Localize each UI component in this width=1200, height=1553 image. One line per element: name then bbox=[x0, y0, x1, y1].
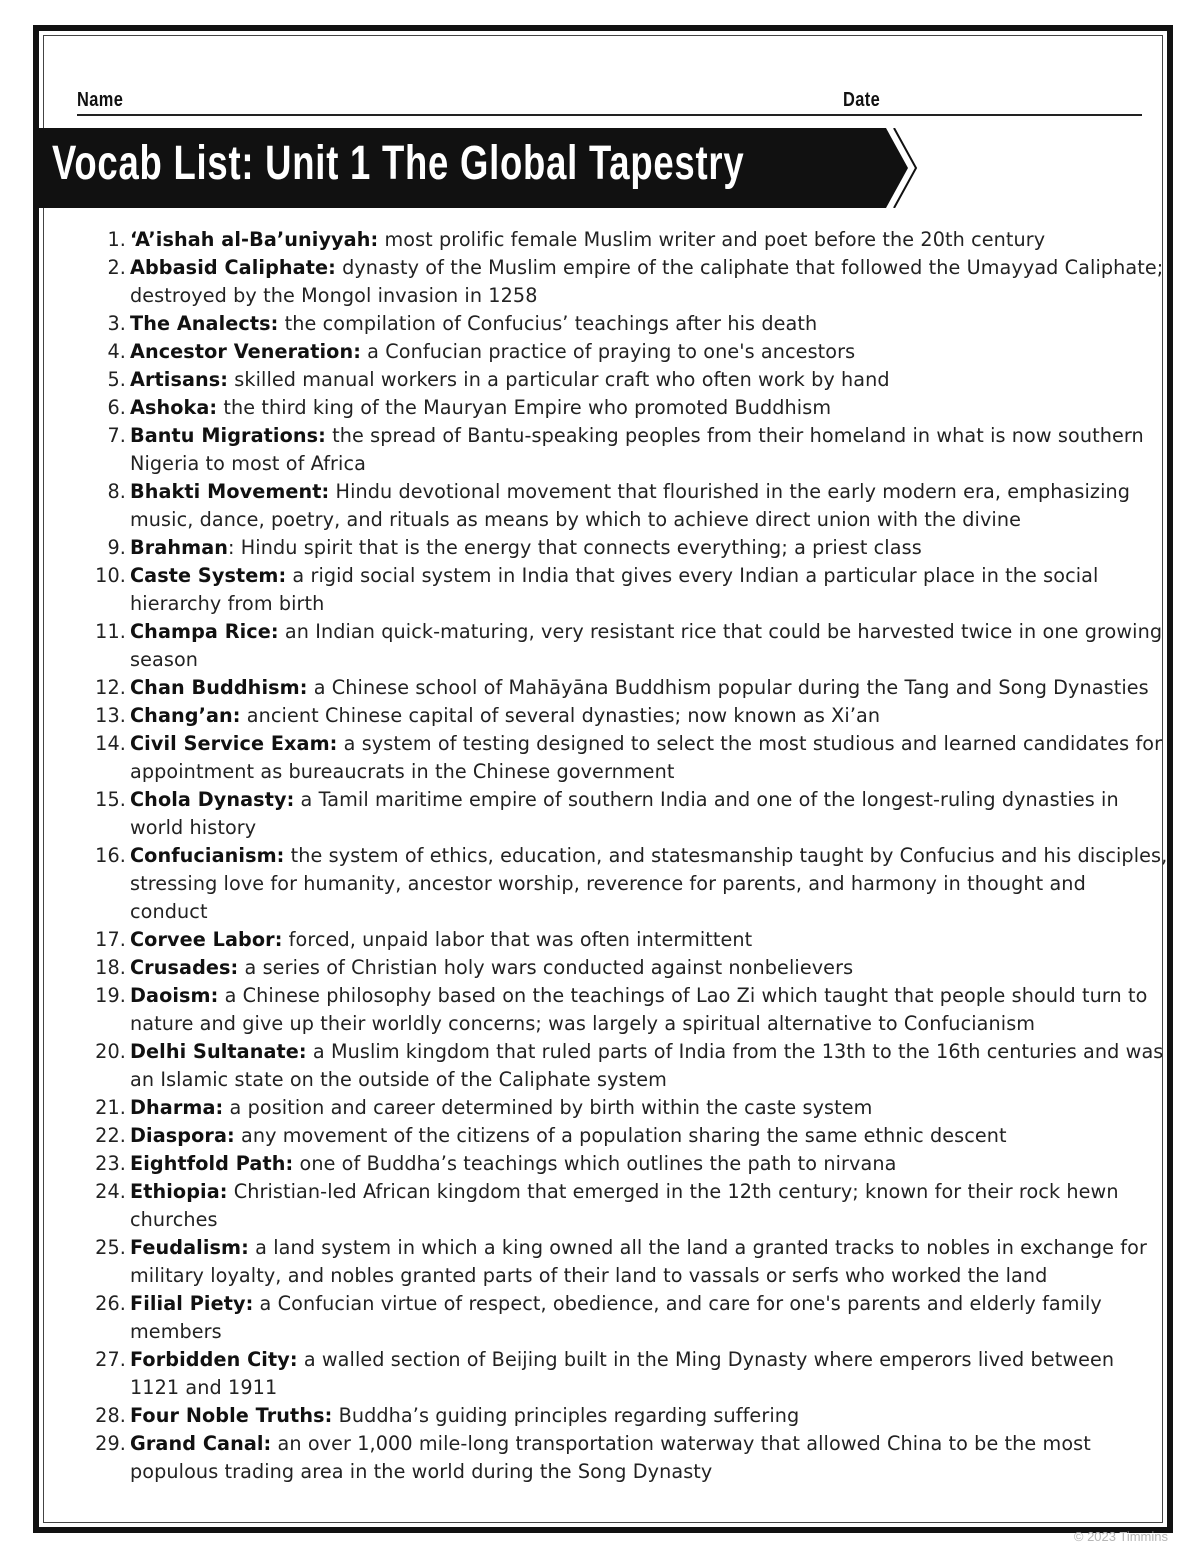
vocab-item bbox=[88, 702, 1168, 730]
item-number: 15. bbox=[95, 788, 126, 811]
vocab-list bbox=[88, 226, 1168, 1486]
vocab-item bbox=[88, 1402, 1168, 1430]
vocab-item bbox=[88, 786, 1168, 842]
vocab-term: The Analects: bbox=[130, 312, 279, 335]
vocab-definition: Hindu devotional movement that flourished in the early modern era, emphasizing music, dance, poetry, and rituals as means by which to achieve direct union with the divine bbox=[130, 480, 1131, 531]
vocab-definition: : Hindu spirit that is the energy that connects everything; a priest class bbox=[228, 536, 922, 559]
vocab-item bbox=[88, 1178, 1168, 1234]
vocab-term: Confucianism: bbox=[130, 844, 285, 867]
item-number: 18. bbox=[95, 956, 126, 979]
vocab-term: Chang’an: bbox=[130, 704, 241, 727]
vocab-definition: a walled section of Beijing built in the Ming Dynasty where emperors lived between 1121 and 1911 bbox=[130, 1348, 1115, 1399]
vocab-item bbox=[88, 254, 1168, 310]
item-number: 25. bbox=[95, 1236, 126, 1259]
item-number: 1. bbox=[107, 228, 126, 251]
item-number: 16. bbox=[95, 844, 126, 867]
page-border-inner bbox=[43, 35, 1168, 1523]
vocab-definition: a rigid social system in India that gives every Indian a particular place in the social hierarchy from birth bbox=[130, 564, 1099, 615]
vocab-item bbox=[88, 394, 1168, 422]
vocab-term: Civil Service Exam: bbox=[130, 732, 338, 755]
vocab-term: Chola Dynasty: bbox=[130, 788, 295, 811]
vocab-item bbox=[88, 1290, 1168, 1346]
vocab-item bbox=[88, 954, 1168, 982]
vocab-item bbox=[88, 226, 1168, 254]
vocab-definition: the third king of the Mauryan Empire who promoted Buddhism bbox=[217, 396, 832, 419]
copyright-notice: © 2023 Timmins bbox=[1073, 1529, 1168, 1544]
vocab-term: Abbasid Caliphate: bbox=[130, 256, 336, 279]
vocab-item bbox=[88, 1038, 1168, 1094]
vocab-item bbox=[88, 1094, 1168, 1122]
vocab-item bbox=[88, 618, 1168, 674]
vocab-definition: a Confucian practice of praying to one's ancestors bbox=[360, 340, 856, 363]
vocab-item bbox=[88, 422, 1168, 478]
item-number: 21. bbox=[95, 1096, 126, 1119]
vocab-definition: Buddha’s guiding principles regarding suffering bbox=[332, 1404, 800, 1427]
vocab-item bbox=[88, 1430, 1168, 1486]
item-number: 20. bbox=[95, 1040, 126, 1063]
title-banner bbox=[38, 128, 938, 208]
vocab-item bbox=[88, 1234, 1168, 1290]
vocab-item bbox=[88, 1122, 1168, 1150]
vocab-definition: a system of testing designed to select the most studious and learned candidates for appointment as bureaucrats in the Chinese government bbox=[130, 732, 1163, 783]
vocab-term: Ancestor Veneration: bbox=[130, 340, 361, 363]
vocab-item bbox=[88, 310, 1168, 338]
vocab-item bbox=[88, 366, 1168, 394]
item-number: 17. bbox=[95, 928, 126, 951]
page-title: Vocab List: Unit 1 The Global Tapestry bbox=[52, 137, 745, 190]
vocab-term: Grand Canal: bbox=[130, 1432, 272, 1455]
vocab-term: Bantu Migrations: bbox=[130, 424, 326, 447]
vocab-item bbox=[88, 842, 1168, 926]
vocab-term: Delhi Sultanate: bbox=[130, 1040, 307, 1063]
vocab-definition: a Chinese philosophy based on the teachings of Lao Zi which taught that people should turn to nature and give up their worldly concerns; was largely a spiritual alternative to Confucianism bbox=[130, 984, 1148, 1035]
item-number: 10. bbox=[95, 564, 126, 587]
vocab-definition: skilled manual workers in a particular craft who often work by hand bbox=[228, 368, 890, 391]
item-number: 24. bbox=[95, 1180, 126, 1203]
item-number: 9. bbox=[107, 536, 126, 559]
vocab-term: Daoism: bbox=[130, 984, 219, 1007]
item-number: 14. bbox=[95, 732, 126, 755]
item-number: 28. bbox=[95, 1404, 126, 1427]
vocab-definition: any movement of the citizens of a population sharing the same ethnic descent bbox=[234, 1124, 1007, 1147]
vocab-term: Caste System: bbox=[130, 564, 287, 587]
item-number: 27. bbox=[95, 1348, 126, 1371]
item-number: 6. bbox=[107, 396, 126, 419]
item-number: 8. bbox=[107, 480, 126, 503]
vocab-term: Filial Piety: bbox=[130, 1292, 254, 1315]
item-number: 22. bbox=[95, 1124, 126, 1147]
vocab-term: Ashoka: bbox=[130, 396, 218, 419]
vocab-term: Forbidden City: bbox=[130, 1348, 298, 1371]
vocab-item bbox=[88, 478, 1168, 534]
vocab-item bbox=[88, 674, 1168, 702]
vocab-definition: a series of Christian holy wars conducted against nonbelievers bbox=[238, 956, 854, 979]
page-border bbox=[33, 25, 1173, 1533]
vocab-definition: a Chinese school of Mahāyāna Buddhism popular during the Tang and Song Dynasties bbox=[307, 676, 1149, 699]
item-number: 2. bbox=[107, 256, 126, 279]
item-number: 11. bbox=[95, 620, 126, 643]
vocab-term: Brahman bbox=[130, 536, 228, 559]
item-number: 3. bbox=[107, 312, 126, 335]
vocab-term: Ethiopia: bbox=[130, 1180, 228, 1203]
vocab-item bbox=[88, 982, 1168, 1038]
vocab-term: Eightfold Path: bbox=[130, 1152, 294, 1175]
item-number: 5. bbox=[107, 368, 126, 391]
vocab-definition: one of Buddha’s teachings which outlines the path to nirvana bbox=[293, 1152, 897, 1175]
item-number: 4. bbox=[107, 340, 126, 363]
vocab-definition: forced, unpaid labor that was often intermittent bbox=[282, 928, 753, 951]
vocab-term: Bhakti Movement: bbox=[130, 480, 330, 503]
vocab-definition: Christian-led African kingdom that emerged in the 12th century; known for their rock hewn churches bbox=[130, 1180, 1119, 1231]
vocab-item bbox=[88, 562, 1168, 618]
vocab-term: Champa Rice: bbox=[130, 620, 279, 643]
item-number: 7. bbox=[107, 424, 126, 447]
vocab-item bbox=[88, 534, 1168, 562]
vocab-definition: an over 1,000 mile-long transportation waterway that allowed China to be the most populous trading area in the world during the Song Dynasty bbox=[130, 1432, 1091, 1483]
vocab-item bbox=[88, 338, 1168, 366]
vocab-term: Four Noble Truths: bbox=[130, 1404, 333, 1427]
vocab-definition: the compilation of Confucius’ teachings after his death bbox=[278, 312, 818, 335]
vocab-item bbox=[88, 1150, 1168, 1178]
vocab-definition: a Confucian virtue of respect, obedience, and care for one's parents and elderly family members bbox=[130, 1292, 1102, 1343]
vocab-definition: the system of ethics, education, and statesmanship taught by Confucius and his disciples, stressing love for humanity, ancestor worship, reverence for parents, and harmony in thought and conduct bbox=[130, 844, 1168, 923]
vocab-definition: a position and career determined by birth within the caste system bbox=[223, 1096, 873, 1119]
vocab-definition: ancient Chinese capital of several dynasties; now known as Xi’an bbox=[240, 704, 881, 727]
vocab-term: Feudalism: bbox=[130, 1236, 249, 1259]
vocab-term: Chan Buddhism: bbox=[130, 676, 308, 699]
vocab-term: Crusades: bbox=[130, 956, 239, 979]
vocab-definition: most prolific female Muslim writer and poet before the 20th century bbox=[378, 228, 1046, 251]
item-number: 29. bbox=[95, 1432, 126, 1455]
vocab-definition: the spread of Bantu-speaking peoples from their homeland in what is now southern Nigeria to most of Africa bbox=[130, 424, 1144, 475]
vocab-term: Corvee Labor: bbox=[130, 928, 283, 951]
item-number: 13. bbox=[95, 704, 126, 727]
vocab-definition: a Muslim kingdom that ruled parts of India from the 13th to the 16th centuries and was an Islamic state on the outside of the Caliphate system bbox=[130, 1040, 1164, 1091]
vocab-term: Dharma: bbox=[130, 1096, 224, 1119]
item-number: 19. bbox=[95, 984, 126, 1007]
date-label: Date bbox=[843, 89, 881, 111]
vocab-term: Diaspora: bbox=[130, 1124, 235, 1147]
name-label: Name bbox=[77, 89, 124, 111]
vocab-definition: an Indian quick-maturing, very resistant rice that could be harvested twice in one growing season bbox=[130, 620, 1163, 671]
vocab-item bbox=[88, 1346, 1168, 1402]
vocab-item bbox=[88, 926, 1168, 954]
vocab-item bbox=[88, 730, 1168, 786]
vocab-term: Artisans: bbox=[130, 368, 229, 391]
name-date-line bbox=[77, 84, 1142, 116]
item-number: 26. bbox=[95, 1292, 126, 1315]
item-number: 12. bbox=[95, 676, 126, 699]
vocab-definition: a Tamil maritime empire of southern India and one of the longest-ruling dynasties in world history bbox=[130, 788, 1119, 839]
item-number: 23. bbox=[95, 1152, 126, 1175]
vocab-definition: a land system in which a king owned all the land a granted tracks to nobles in exchange for military loyalty, and nobles granted parts of their land to vassals or serfs who worked the land bbox=[130, 1236, 1147, 1287]
vocab-term: ‘A’ishah al-Ba’uniyyah: bbox=[130, 228, 379, 251]
vocab-definition: dynasty of the Muslim empire of the caliphate that followed the Umayyad Caliphate; destroyed by the Mongol invasion in 1258 bbox=[130, 256, 1164, 307]
